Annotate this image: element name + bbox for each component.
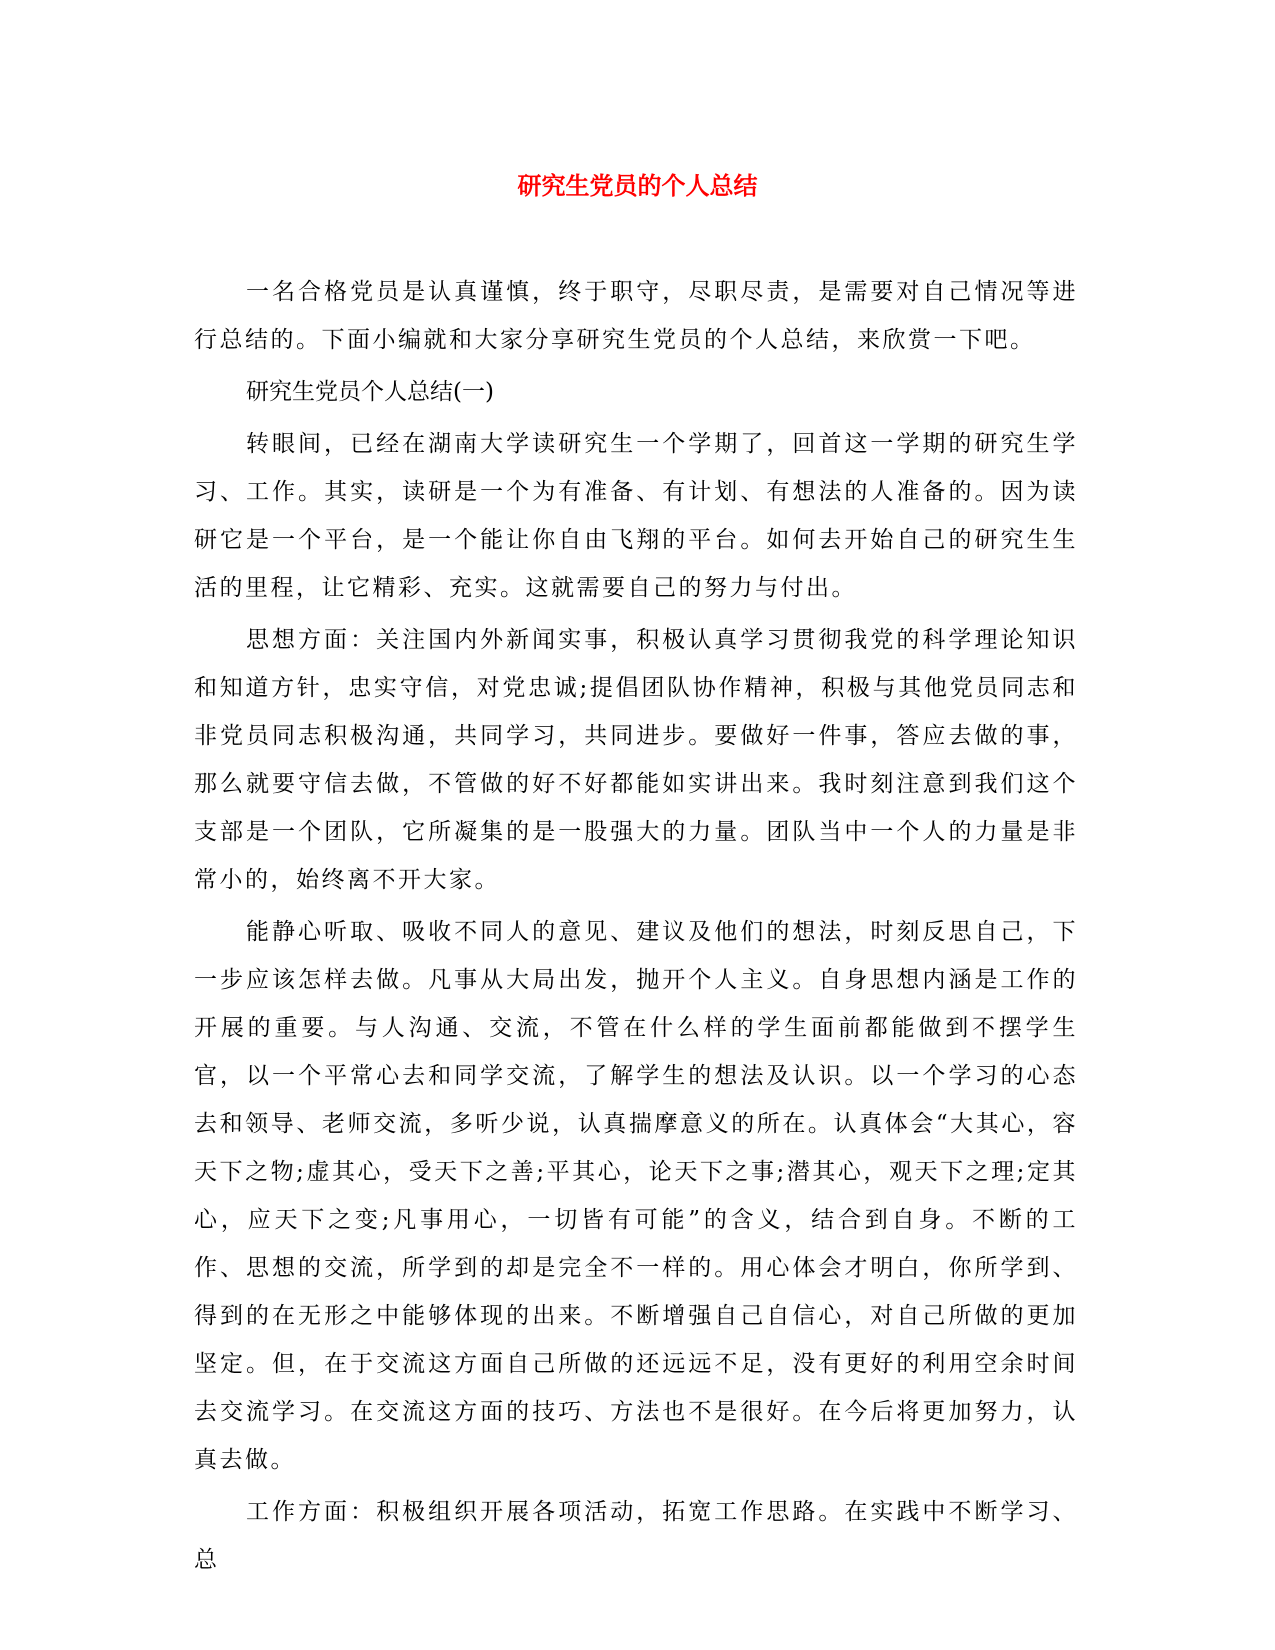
paragraph-thought: 思想方面：关注国内外新闻实事，积极认真学习贯彻我党的科学理论知识和知道方针，忠实守信，对党忠诚;提倡团队协作精神，积极与其他党员同志和非党员同志积极沟通，共同学习，共同进步。要做好一件事，答应去做的事，那么就要守信去做，不管做的好不好都能如实讲出来。我时刻注意到我们这个支部是一个团队，它所凝集的是一股强大的力量。团队当中一个人的力量是非常小的，始终离不开大家。	[194, 627, 1078, 893]
paragraph-communication: 能静心听取、吸收不同人的意见、建议及他们的想法，时刻反思自己，下一步应该怎样去做。凡事从大局出发，抛开个人主义。自身思想内涵是工作的开展的重要。与人沟通、交流，不管在什么样的学生面前都能做到不摆学生官，以一个平常心去和同学交流，了解学生的想法及认识。以一个学习的心态去和领导、老师交流，多听少说，认真揣摩意义的所在。认真体会“大其心，容天下之物;虚其心，受天下之善;平其心，论天下之事;潜其心，观天下之理;定其心，应天下之变;凡事用心，一切皆有可能”的含义，结合到自身。不断的工作、思想的交流，所学到的却是完全不一样的。用心体会才明白，你所学到、得到的在无形之中能够体现的出来。不断增强自己自信心，对自己所做的更加坚定。但，在于交流这方面自己所做的还远远不足，没有更好的利用空余时间去交流学习。在交流这方面的技巧、方法也不是很好。在今后将更加努力，认真去做。	[194, 919, 1078, 1473]
paragraph-overview: 转眼间，已经在湖南大学读研究生一个学期了，回首这一学期的研究生学习、工作。其实，读研是一个为有准备、有计划、有想法的人准备的。因为读研它是一个平台，是一个能让你自由飞翔的平台。如何去开始自己的研究生生活的里程，让它精彩、充实。这就需要自己的努力与付出。	[194, 431, 1078, 601]
section-heading: 研究生党员个人总结(一)	[246, 379, 494, 405]
document-title: 研究生党员的个人总结	[517, 171, 758, 200]
document-body	[194, 268, 1078, 1588]
paragraph-work: 工作方面：积极组织开展各项活动，拓宽工作思路。在实践中不断学习、总	[194, 1499, 1078, 1573]
paragraph-intro: 一名合格党员是认真谨慎，终于职守，尽职尽责，是需要对自己情况等进行总结的。下面小编就和大家分享研究生党员的个人总结，来欣赏一下吧。	[194, 279, 1078, 353]
